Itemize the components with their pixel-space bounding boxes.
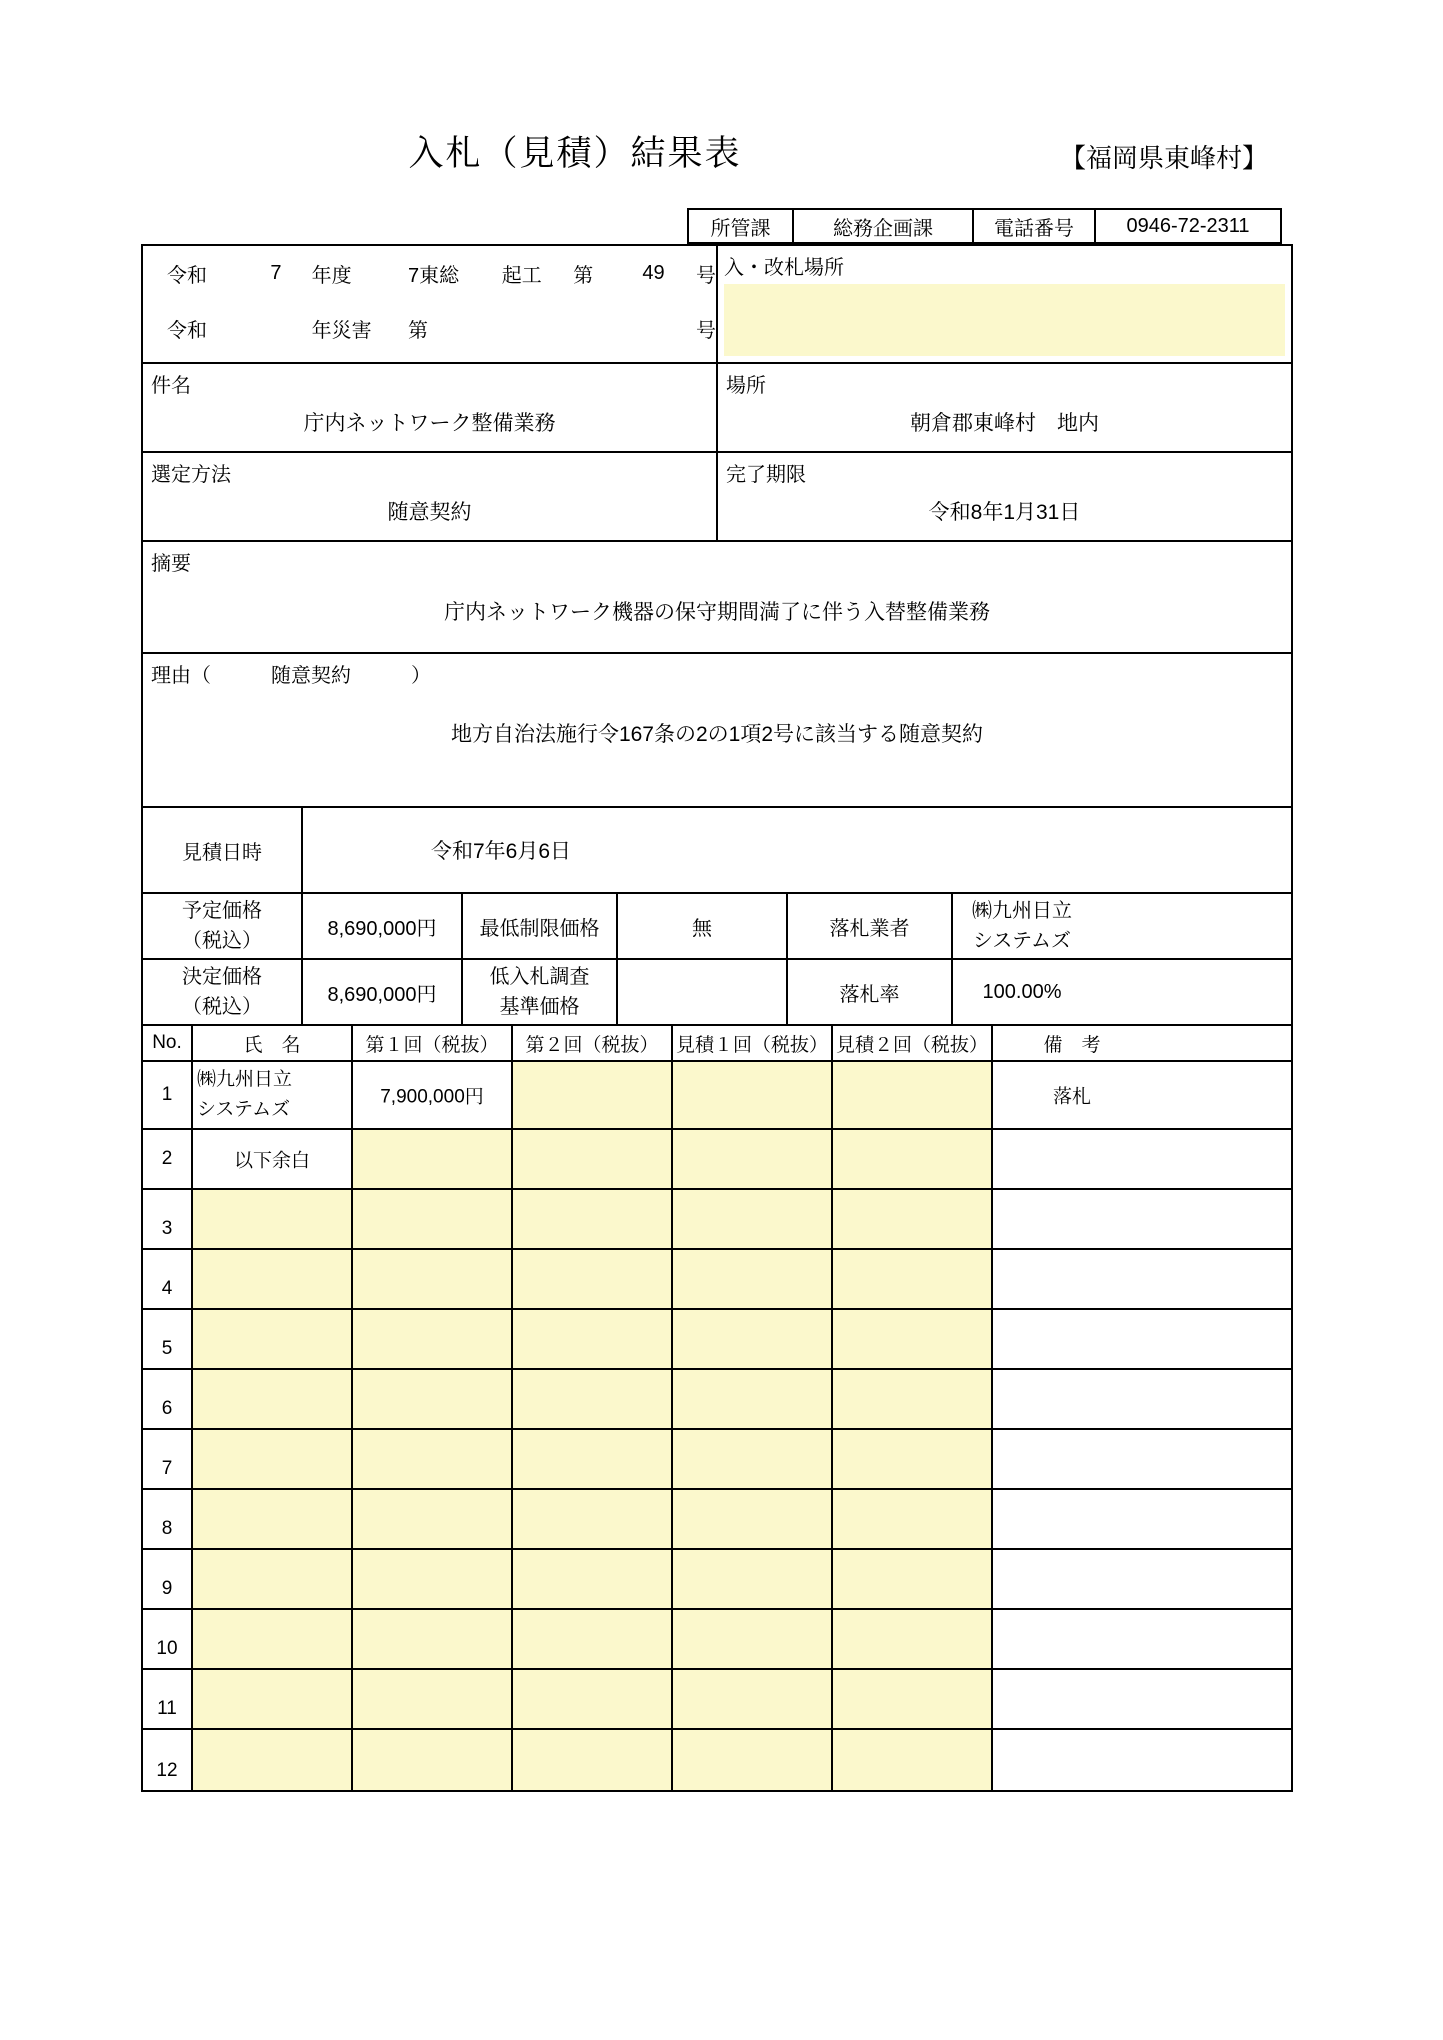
- table-row: [143, 1130, 1291, 1190]
- bid-row-no: 1: [161, 1084, 173, 1105]
- main-form-frame: [141, 244, 1293, 1792]
- bid-row-no: 7: [161, 1458, 173, 1479]
- summary-value: 庁内ネットワーク機器の保守期間満了に伴う入替整備業務: [444, 601, 990, 624]
- bid-row-no-cell: [143, 1550, 193, 1608]
- location-value: 朝倉郡東峰村 地内: [910, 412, 1099, 435]
- bid-row-quote2-cell[interactable]: [833, 1490, 993, 1548]
- bid-place-block: [718, 246, 1291, 362]
- bid-row-name-cell[interactable]: [193, 1550, 353, 1608]
- bid-row-note-cell[interactable]: [993, 1250, 1151, 1308]
- reason-row: [143, 654, 1291, 808]
- bid-row-note-cell[interactable]: [993, 1430, 1151, 1488]
- bid-header-quote1: 見積１回（税抜）: [673, 1026, 833, 1060]
- winner-label: 落札業者: [829, 917, 910, 940]
- bid-row-note-cell[interactable]: [993, 1130, 1151, 1188]
- table-row: [143, 1430, 1291, 1490]
- bid-row-quote1-cell[interactable]: [673, 1670, 833, 1728]
- bid-row-name-cell[interactable]: [193, 1190, 353, 1248]
- bid-row-no-cell: [143, 1250, 193, 1308]
- gou-label-1: 号: [696, 265, 717, 287]
- numbering-block: [143, 246, 718, 362]
- saigai-label: 年災害: [311, 320, 372, 342]
- reason-value: 地方自治法施行令167条の2の1項2号に該当する随意契約: [450, 723, 984, 746]
- bid-row-round2-cell[interactable]: [513, 1250, 673, 1308]
- bid-row-no-cell: [143, 1310, 193, 1368]
- bid-row-quote1-cell[interactable]: [673, 1490, 833, 1548]
- dai-label-1: 第: [573, 265, 594, 287]
- selection-method-cell: [143, 453, 718, 540]
- subject-label: 件名: [151, 375, 191, 397]
- low-bid-value-cell: [618, 960, 788, 1024]
- bid-row-no-cell: [143, 1670, 193, 1728]
- bid-row-no-cell: [143, 1430, 193, 1488]
- planned-price-value: 8,690,000円: [327, 917, 437, 940]
- subject-value: 庁内ネットワーク整備業務: [303, 412, 556, 435]
- numbering-line-1: [143, 246, 716, 301]
- bid-row-note-cell[interactable]: [993, 1310, 1151, 1368]
- bid-row-quote1-cell[interactable]: [673, 1550, 833, 1608]
- bid-row-name-cell[interactable]: [193, 1130, 353, 1188]
- bid-row-quote2-cell[interactable]: [833, 1610, 993, 1668]
- bid-row-round1-cell[interactable]: [353, 1730, 513, 1790]
- bid-row-name-cell[interactable]: [193, 1670, 353, 1728]
- bid-place-label: 入・改札場所: [724, 256, 844, 279]
- bid-row-no: 3: [161, 1218, 173, 1239]
- bid-row-round1-cell[interactable]: [353, 1430, 513, 1488]
- bid-row-round1-cell[interactable]: [353, 1062, 513, 1128]
- table-row: [143, 1310, 1291, 1370]
- winner-name-line1: ㈱九州日立: [972, 900, 1072, 922]
- bid-row-no-cell: [143, 1190, 193, 1248]
- bid-header-note: 備 考: [1043, 1034, 1101, 1056]
- rate-label: 落札率: [839, 983, 900, 1006]
- quote-datetime-label: 見積日時: [182, 841, 262, 864]
- low-bid-label-line1: 低入札調査: [489, 966, 590, 988]
- bid-row-note-cell[interactable]: [993, 1370, 1151, 1428]
- bid-row-note: 落札: [1052, 1086, 1091, 1108]
- bid-row-name-cell[interactable]: [193, 1430, 353, 1488]
- bid-row-round1: 7,900,000円: [380, 1086, 484, 1108]
- bid-row-note-cell[interactable]: [993, 1550, 1151, 1608]
- bid-row-name: 以下余白: [233, 1150, 310, 1172]
- selection-method-value: 随意契約: [387, 501, 472, 524]
- winner-label-cell: [788, 894, 953, 958]
- numbering-line-2: [143, 301, 716, 356]
- decided-price-label-line1: 決定価格: [182, 966, 262, 988]
- bid-row-round1-cell[interactable]: [353, 1130, 513, 1188]
- winner-name-line2: システムズ: [973, 930, 1071, 952]
- bid-row-quote1-cell[interactable]: [673, 1130, 833, 1188]
- rate-label-cell: [788, 960, 953, 1024]
- bid-row-name-cell[interactable]: [193, 1062, 353, 1128]
- bid-row-name: ㈱九州日立 システムズ: [197, 1069, 293, 1120]
- dept-label: 所管課: [689, 210, 794, 242]
- bid-table-body: [143, 1062, 1291, 1790]
- bid-header-no: No.: [143, 1026, 193, 1060]
- era-label-2: 令和: [167, 320, 207, 342]
- table-row: [143, 1190, 1291, 1250]
- table-row: [143, 1730, 1291, 1790]
- bid-row-quote2-cell[interactable]: [833, 1670, 993, 1728]
- location-label: 場所: [726, 375, 766, 397]
- bid-row-round1-cell[interactable]: [353, 1490, 513, 1548]
- bid-row-note-cell[interactable]: [993, 1062, 1151, 1128]
- era-label-1: 令和: [167, 265, 207, 287]
- quote-datetime-label-cell: [143, 808, 303, 892]
- quote-datetime-value: 令和7年6月6日: [431, 840, 572, 863]
- bid-row-quote1-cell[interactable]: [673, 1062, 833, 1128]
- rate-value: 100.00%: [982, 980, 1062, 1003]
- bid-row-no: 8: [161, 1518, 173, 1539]
- bid-row-name-cell[interactable]: [193, 1610, 353, 1668]
- min-limit-label-cell: [463, 894, 618, 958]
- phone-value: 0946-72-2311: [1126, 214, 1250, 237]
- bid-row-quote2-cell[interactable]: [833, 1550, 993, 1608]
- bid-row-quote2-cell[interactable]: [833, 1430, 993, 1488]
- planned-price-label-cell: [143, 894, 303, 958]
- bid-row-no-cell: [143, 1370, 193, 1428]
- dept-phone-strip: [687, 208, 1282, 244]
- kiko-label: 起工: [501, 265, 542, 287]
- selection-method-label: 選定方法: [151, 464, 231, 486]
- bid-row-round1-cell[interactable]: [353, 1190, 513, 1248]
- bid-row-no: 4: [161, 1278, 173, 1299]
- bid-row-round2-cell[interactable]: [513, 1490, 673, 1548]
- phone-label: 電話番号: [974, 210, 1096, 242]
- table-row: [143, 1490, 1291, 1550]
- bid-row-quote1-cell[interactable]: [673, 1430, 833, 1488]
- reason-cell: [143, 654, 1291, 806]
- bid-row-quote1-cell[interactable]: [673, 1250, 833, 1308]
- bid-row-name-cell[interactable]: [193, 1310, 353, 1368]
- bid-row-round2-cell[interactable]: [513, 1310, 673, 1368]
- bid-row-round2-cell[interactable]: [513, 1370, 673, 1428]
- bid-row-no-cell: [143, 1730, 193, 1790]
- subject-location-row: [143, 364, 1291, 453]
- bid-row-quote2-cell[interactable]: [833, 1370, 993, 1428]
- bid-row-no: 11: [157, 1698, 177, 1719]
- table-row: [143, 1550, 1291, 1610]
- doc-number-1: 49: [642, 262, 665, 284]
- min-limit-value: 無: [692, 917, 712, 940]
- bid-row-quote2-cell[interactable]: [833, 1062, 993, 1128]
- bid-row-round2-cell[interactable]: [513, 1610, 673, 1668]
- bid-row-note-cell[interactable]: [993, 1490, 1151, 1548]
- low-bid-label-cell: [463, 960, 618, 1024]
- decided-price-value: 8,690,000円: [327, 983, 437, 1006]
- price-row-decided: [143, 960, 1291, 1026]
- completion-deadline-cell: [718, 453, 1291, 540]
- bid-row-quote1-cell[interactable]: [673, 1370, 833, 1428]
- planned-price-value-cell: [303, 894, 463, 958]
- table-row: [143, 1250, 1291, 1310]
- quote-datetime-row: [143, 808, 1291, 894]
- village-tag: 【福岡県東峰村】: [1060, 143, 1269, 173]
- bid-row-quote1-cell[interactable]: [673, 1310, 833, 1368]
- bid-row-quote2-cell[interactable]: [833, 1310, 993, 1368]
- bid-place-input[interactable]: [724, 284, 1285, 356]
- bid-row-round2-cell[interactable]: [513, 1550, 673, 1608]
- decided-price-value-cell: [303, 960, 463, 1024]
- bid-row-no: 12: [156, 1760, 178, 1781]
- page-title: 入札（見積）結果表: [408, 134, 742, 173]
- bid-row-name-cell[interactable]: [193, 1250, 353, 1308]
- bid-row-no-cell: [143, 1130, 193, 1188]
- bid-row-round1-cell[interactable]: [353, 1610, 513, 1668]
- bid-row-round2-cell[interactable]: [513, 1730, 673, 1790]
- bid-row-name-cell[interactable]: [193, 1490, 353, 1548]
- table-row: [143, 1670, 1291, 1730]
- bid-row-name-cell[interactable]: [193, 1370, 353, 1428]
- rate-value-cell: [953, 960, 1091, 1024]
- bid-row-round2-cell[interactable]: [513, 1430, 673, 1488]
- bid-row-round2-cell[interactable]: [513, 1130, 673, 1188]
- decided-price-label-line2: （税込）: [182, 996, 262, 1018]
- winner-value-cell: [953, 894, 1091, 958]
- decided-price-label-cell: [143, 960, 303, 1024]
- bid-row-round2-cell[interactable]: [513, 1190, 673, 1248]
- bid-row-quote2-cell[interactable]: [833, 1190, 993, 1248]
- bid-row-round1-cell[interactable]: [353, 1670, 513, 1728]
- bid-row-quote2-cell[interactable]: [833, 1730, 993, 1790]
- planned-price-label-line2: （税込）: [182, 930, 262, 952]
- bid-table-header: [143, 1026, 1291, 1062]
- planned-price-label-line1: 予定価格: [182, 900, 262, 922]
- bid-row-round1-cell[interactable]: [353, 1250, 513, 1308]
- selection-deadline-row: [143, 453, 1291, 542]
- bid-row-round1-cell[interactable]: [353, 1550, 513, 1608]
- bid-row-no-cell: [143, 1490, 193, 1548]
- bid-row-note-cell[interactable]: [993, 1610, 1151, 1668]
- quote-datetime-value-cell: [303, 808, 1291, 892]
- bid-row-quote1-cell[interactable]: [673, 1190, 833, 1248]
- table-row: [143, 1370, 1291, 1430]
- subject-cell: [143, 364, 718, 451]
- low-bid-value: [618, 960, 786, 1024]
- summary-cell: [143, 542, 1291, 652]
- bid-header-name: 氏 名: [193, 1026, 353, 1060]
- low-bid-label-line2: 基準価格: [499, 996, 580, 1018]
- bid-row-no: 5: [161, 1338, 173, 1359]
- min-limit-label: 最低制限価格: [479, 917, 600, 940]
- project-code: 7東総: [408, 265, 460, 287]
- bid-row-no-cell: [143, 1062, 193, 1128]
- title-row: [0, 132, 1443, 186]
- location-cell: [718, 364, 1291, 451]
- reason-label: 理由（ 随意契約 ）: [151, 665, 431, 687]
- min-limit-value-cell: [618, 894, 788, 958]
- table-row: [143, 1610, 1291, 1670]
- bid-row-quote1-cell[interactable]: [673, 1610, 833, 1668]
- bid-row-note-cell[interactable]: [993, 1670, 1151, 1728]
- summary-row: [143, 542, 1291, 654]
- nendo-label: 年度: [311, 265, 352, 287]
- bid-header-round1: 第１回（税抜）: [353, 1026, 513, 1060]
- completion-deadline-value: 令和8年1月31日: [928, 501, 1081, 524]
- bid-header-round2: 第２回（税抜）: [513, 1026, 673, 1060]
- completion-deadline-label: 完了期限: [726, 464, 806, 486]
- bid-row-quote2-cell[interactable]: [833, 1130, 993, 1188]
- bid-row-no: 6: [161, 1398, 173, 1419]
- bid-row-no: 9: [161, 1578, 173, 1599]
- bid-row-round1-cell[interactable]: [353, 1310, 513, 1368]
- bid-row-quote1-cell[interactable]: [673, 1730, 833, 1790]
- bid-row-no-cell: [143, 1610, 193, 1668]
- bid-row-round2-cell[interactable]: [513, 1062, 673, 1128]
- bid-row-no: 10: [156, 1638, 178, 1659]
- bid-row-no: 2: [161, 1148, 173, 1169]
- dept-value: 総務企画課: [794, 210, 974, 242]
- bid-row-name-cell[interactable]: [193, 1730, 353, 1790]
- year-value-1: 7: [270, 262, 282, 284]
- dai-label-2: 第: [408, 320, 429, 342]
- bid-row-quote2-cell[interactable]: [833, 1250, 993, 1308]
- table-row: [143, 1062, 1291, 1130]
- numbering-row: [143, 246, 1291, 364]
- summary-label: 摘要: [151, 553, 191, 575]
- bid-row-round1-cell[interactable]: [353, 1370, 513, 1428]
- gou-label-2: 号: [696, 320, 717, 342]
- bid-header-quote2: 見積２回（税抜）: [833, 1026, 993, 1060]
- price-row-planned: [143, 894, 1291, 960]
- bid-row-round2-cell[interactable]: [513, 1670, 673, 1728]
- bid-row-note-cell[interactable]: [993, 1190, 1151, 1248]
- bid-row-note-cell[interactable]: [993, 1730, 1151, 1790]
